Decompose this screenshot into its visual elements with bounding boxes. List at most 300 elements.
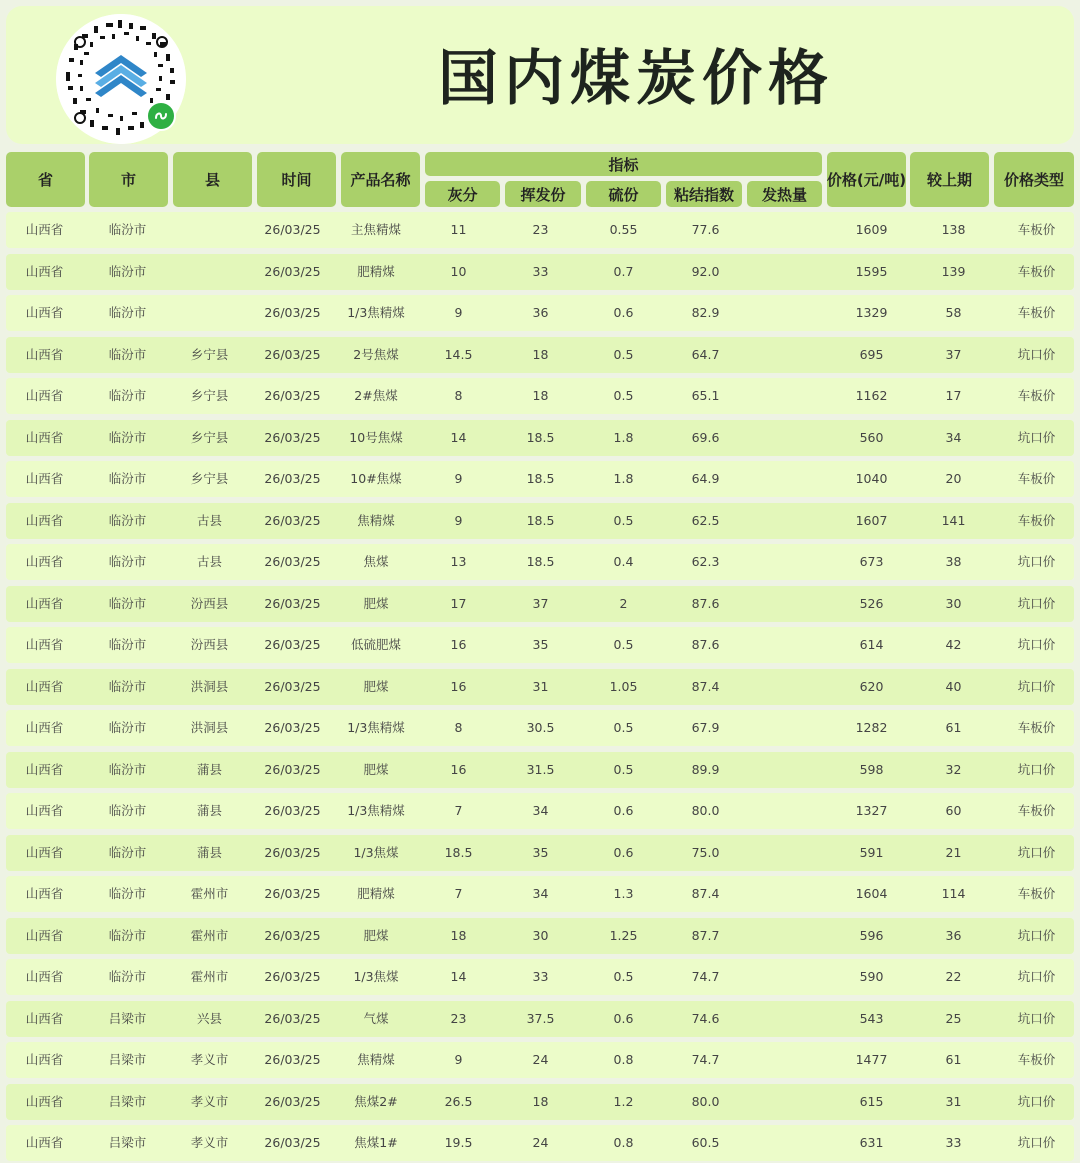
table-row <box>6 627 1074 663</box>
cell-product: 肥煤 <box>363 927 389 943</box>
cell-caking-index: 60.5 <box>691 1135 720 1150</box>
cell-change: 138 <box>941 222 966 237</box>
cell-change: 141 <box>941 512 966 528</box>
cell-date: 26/03/25 <box>264 512 321 528</box>
table-row <box>6 710 1074 746</box>
cell-change: 20 <box>945 471 962 486</box>
cell-caking-index: 80.0 <box>691 803 720 818</box>
table-row <box>6 876 1074 912</box>
cell-calorific-value <box>750 295 827 331</box>
cell-city: 临汾市 <box>108 471 147 486</box>
table-row <box>6 1125 1074 1161</box>
cell-product: 1/3焦煤 <box>353 844 399 860</box>
cell-caking-index: 62.3 <box>691 554 720 569</box>
cell-date: 26/03/25 <box>264 637 321 652</box>
cell-calorific-value <box>750 959 827 995</box>
cell-calorific-value <box>750 669 827 705</box>
cell-county: 霍州市 <box>190 969 229 984</box>
cell-date: 26/03/25 <box>264 346 321 362</box>
cell-price-type: 车板价 <box>1017 388 1056 403</box>
cell-caking-index: 89.9 <box>691 761 720 777</box>
header-price: 价格(元/吨) <box>827 152 906 207</box>
table-row <box>6 503 1074 539</box>
cell-caking-index: 77.6 <box>691 222 720 237</box>
header-province: 省 <box>6 152 85 207</box>
cell-sulfur: 0.5 <box>613 761 634 777</box>
cell-county: 蒲县 <box>196 844 222 860</box>
cell-date: 26/03/25 <box>264 1010 321 1026</box>
cell-volatile: 30.5 <box>526 720 555 735</box>
cell-ash: 18.5 <box>444 844 473 860</box>
cell-price: 1282 <box>855 720 888 735</box>
header-city: 市 <box>89 152 168 207</box>
cell-province: 山西省 <box>25 263 64 279</box>
cell-sulfur: 1.05 <box>609 678 638 694</box>
cell-date: 26/03/25 <box>264 471 321 486</box>
cell-volatile: 37 <box>532 595 549 611</box>
header-ash: 灰分 <box>425 181 500 207</box>
cell-province: 山西省 <box>25 886 64 901</box>
cell-product: 1/3焦精煤 <box>347 305 405 320</box>
cell-volatile: 33 <box>532 969 549 984</box>
cell-county: 洪洞县 <box>190 678 229 694</box>
cell-volatile: 31.5 <box>526 761 555 777</box>
cell-ash: 18 <box>450 927 467 943</box>
cell-province: 山西省 <box>25 595 64 611</box>
cell-sulfur: 1.8 <box>613 429 634 445</box>
cell-calorific-value <box>750 503 827 539</box>
cell-product: 肥精煤 <box>357 886 395 901</box>
cell-sulfur: 0.5 <box>613 346 634 362</box>
table-row <box>6 586 1074 622</box>
cell-calorific-value <box>750 212 827 248</box>
cell-ash: 23 <box>450 1010 467 1026</box>
cell-city: 吕梁市 <box>108 1010 147 1026</box>
cell-sulfur: 1.25 <box>609 927 638 943</box>
cell-change: 61 <box>945 1052 962 1067</box>
cell-city: 临汾市 <box>108 305 147 320</box>
cell-calorific-value <box>750 461 827 497</box>
cell-caking-index: 67.9 <box>691 720 720 735</box>
cell-county: 古县 <box>196 554 222 569</box>
table-row <box>6 669 1074 705</box>
table-row <box>6 461 1074 497</box>
cell-city: 临汾市 <box>108 803 147 818</box>
cell-province: 山西省 <box>25 388 64 403</box>
cell-province: 山西省 <box>25 927 64 943</box>
cell-price-type: 车板价 <box>1017 1052 1056 1067</box>
cell-price-type: 坑口价 <box>1017 1010 1056 1026</box>
cell-volatile: 18.5 <box>526 471 555 486</box>
cell-calorific-value <box>750 254 827 290</box>
cell-sulfur: 0.5 <box>613 969 634 984</box>
cell-county: 汾西县 <box>190 637 229 652</box>
header-indicator-group: 指标 <box>425 152 822 176</box>
cell-county: 霍州市 <box>190 886 229 901</box>
cell-product: 气煤 <box>363 1010 389 1026</box>
table-row <box>6 1084 1074 1120</box>
cell-ash: 14 <box>450 429 467 445</box>
cell-change: 17 <box>945 388 962 403</box>
cell-product: 1/3焦精煤 <box>347 803 405 818</box>
cell-county: 乡宁县 <box>190 388 229 403</box>
header-sulfur: 硫份 <box>586 181 661 207</box>
cell-price: 560 <box>859 429 884 445</box>
cell-ash: 10 <box>450 263 467 279</box>
cell-price: 620 <box>859 678 884 694</box>
cell-change: 30 <box>945 595 962 611</box>
cell-caking-index: 87.4 <box>691 678 720 694</box>
cell-calorific-value <box>750 1042 827 1078</box>
cell-volatile: 23 <box>532 222 549 237</box>
cell-calorific-value <box>750 544 827 580</box>
cell-county: 孝义市 <box>190 1135 229 1150</box>
cell-county <box>171 254 248 290</box>
cell-calorific-value <box>750 1001 827 1037</box>
cell-product: 焦煤1# <box>354 1135 398 1150</box>
cell-price: 1604 <box>855 886 888 901</box>
cell-sulfur: 0.6 <box>613 1010 634 1026</box>
cell-price: 695 <box>859 346 884 362</box>
cell-sulfur: 0.8 <box>613 1052 634 1067</box>
cell-county: 汾西县 <box>190 595 229 611</box>
cell-price: 591 <box>859 844 884 860</box>
cell-change: 114 <box>941 886 966 901</box>
cell-volatile: 35 <box>532 637 549 652</box>
cell-city: 临汾市 <box>108 429 147 445</box>
cell-province: 山西省 <box>25 1135 64 1150</box>
cell-date: 26/03/25 <box>264 969 321 984</box>
cell-change: 139 <box>941 263 966 279</box>
cell-volatile: 24 <box>532 1135 549 1150</box>
cell-caking-index: 64.9 <box>691 471 720 486</box>
cell-volatile: 33 <box>532 263 549 279</box>
cell-city: 临汾市 <box>108 637 147 652</box>
cell-county: 蒲县 <box>196 803 222 818</box>
cell-ash: 8 <box>454 388 463 403</box>
cell-calorific-value <box>750 710 827 746</box>
cell-price-type: 坑口价 <box>1017 595 1056 611</box>
cell-product: 低硫肥煤 <box>350 637 401 652</box>
cell-date: 26/03/25 <box>264 554 321 569</box>
table-row <box>6 544 1074 580</box>
cell-city: 临汾市 <box>108 720 147 735</box>
cell-date: 26/03/25 <box>264 1135 321 1150</box>
cell-price-type: 车板价 <box>1017 263 1056 279</box>
header-county: 县 <box>173 152 252 207</box>
cell-city: 临汾市 <box>108 927 147 943</box>
cell-ash: 14 <box>450 969 467 984</box>
header-price-type: 价格类型 <box>994 152 1074 207</box>
cell-province: 山西省 <box>25 678 64 694</box>
cell-city: 临汾市 <box>108 678 147 694</box>
cell-ash: 9 <box>454 512 463 528</box>
cell-caking-index: 87.4 <box>691 886 720 901</box>
cell-caking-index: 87.6 <box>691 637 720 652</box>
cell-county: 乡宁县 <box>190 429 229 445</box>
cell-ash: 16 <box>450 678 467 694</box>
cell-county: 洪洞县 <box>190 720 229 735</box>
cell-product: 焦煤2# <box>354 1093 398 1109</box>
cell-caking-index: 92.0 <box>691 263 720 279</box>
cell-ash: 8 <box>454 720 463 735</box>
cell-price-type: 坑口价 <box>1017 1093 1056 1109</box>
cell-price-type: 坑口价 <box>1017 554 1056 569</box>
cell-sulfur: 0.6 <box>613 844 634 860</box>
cell-change: 61 <box>945 720 962 735</box>
cell-calorific-value <box>750 627 827 663</box>
cell-calorific-value <box>750 793 827 829</box>
cell-volatile: 18 <box>532 1093 549 1109</box>
cell-price-type: 坑口价 <box>1017 761 1056 777</box>
cell-price-type: 坑口价 <box>1017 969 1056 984</box>
cell-province: 山西省 <box>25 1093 64 1109</box>
cell-city: 临汾市 <box>108 886 147 901</box>
miniprogram-badge-icon <box>146 101 176 131</box>
cell-ash: 17 <box>450 595 467 611</box>
cell-county: 蒲县 <box>196 761 222 777</box>
cell-change: 42 <box>945 637 962 652</box>
cell-date: 26/03/25 <box>264 1093 321 1109</box>
title-banner <box>6 6 1074 144</box>
cell-county: 孝义市 <box>190 1093 229 1109</box>
cell-province: 山西省 <box>25 637 64 652</box>
cell-caking-index: 80.0 <box>691 1093 720 1109</box>
cell-county: 孝义市 <box>190 1052 229 1067</box>
cell-product: 2号焦煤 <box>353 346 399 362</box>
cell-date: 26/03/25 <box>264 803 321 818</box>
cell-price-type: 车板价 <box>1017 886 1056 901</box>
cell-date: 26/03/25 <box>264 678 321 694</box>
cell-date: 26/03/25 <box>264 263 321 279</box>
cell-volatile: 18.5 <box>526 554 555 569</box>
cell-price-type: 车板价 <box>1017 720 1056 735</box>
cell-caking-index: 62.5 <box>691 512 720 528</box>
cell-product: 2#焦煤 <box>354 388 398 403</box>
cell-ash: 16 <box>450 637 467 652</box>
cell-date: 26/03/25 <box>264 222 321 237</box>
cell-change: 34 <box>945 429 962 445</box>
cell-price: 1327 <box>855 803 888 818</box>
cell-volatile: 35 <box>532 844 549 860</box>
cell-city: 临汾市 <box>108 969 147 984</box>
cell-change: 32 <box>945 761 962 777</box>
cell-county: 乡宁县 <box>190 471 229 486</box>
cell-product: 焦精煤 <box>357 1052 395 1067</box>
cell-date: 26/03/25 <box>264 429 321 445</box>
cell-city: 临汾市 <box>108 388 147 403</box>
table-row <box>6 793 1074 829</box>
page-title: 国内煤炭价格 <box>438 44 834 114</box>
cell-change: 58 <box>945 305 962 320</box>
cell-price: 526 <box>859 595 884 611</box>
cell-city: 临汾市 <box>108 222 147 237</box>
cell-price-type: 车板价 <box>1017 222 1056 237</box>
header-date: 时间 <box>257 152 336 207</box>
cell-ash: 19.5 <box>444 1135 473 1150</box>
cell-price: 590 <box>859 969 884 984</box>
cell-product: 肥精煤 <box>357 263 395 279</box>
cell-product: 焦精煤 <box>357 512 395 528</box>
table-row <box>6 337 1074 373</box>
cell-price-type: 坑口价 <box>1017 637 1056 652</box>
table-row <box>6 420 1074 456</box>
cell-province: 山西省 <box>25 471 64 486</box>
cell-province: 山西省 <box>25 761 64 777</box>
cell-province: 山西省 <box>25 512 64 528</box>
cell-sulfur: 2 <box>619 595 628 611</box>
cell-sulfur: 0.6 <box>613 803 634 818</box>
cell-sulfur: 0.55 <box>609 222 638 237</box>
cell-date: 26/03/25 <box>264 761 321 777</box>
cell-volatile: 34 <box>532 803 549 818</box>
cell-city: 吕梁市 <box>108 1135 147 1150</box>
cell-calorific-value <box>750 378 827 414</box>
cell-date: 26/03/25 <box>264 844 321 860</box>
cell-price: 1477 <box>855 1052 888 1067</box>
cell-change: 31 <box>945 1093 962 1109</box>
cell-city: 吕梁市 <box>108 1052 147 1067</box>
table-row <box>6 752 1074 788</box>
cell-price: 1609 <box>855 222 888 237</box>
cell-province: 山西省 <box>25 429 64 445</box>
cell-price-type: 车板价 <box>1017 471 1056 486</box>
cell-price: 631 <box>859 1135 884 1150</box>
cell-sulfur: 0.5 <box>613 388 634 403</box>
cell-city: 临汾市 <box>108 844 147 860</box>
cell-change: 60 <box>945 803 962 818</box>
cell-volatile: 18 <box>532 388 549 403</box>
cell-calorific-value <box>750 586 827 622</box>
cell-price: 1595 <box>855 263 888 279</box>
cell-caking-index: 74.7 <box>691 969 720 984</box>
cell-ash: 9 <box>454 471 463 486</box>
cell-county: 兴县 <box>196 1010 222 1026</box>
cell-ash: 26.5 <box>444 1093 473 1109</box>
cell-product: 10号焦煤 <box>349 429 403 445</box>
cell-change: 36 <box>945 927 962 943</box>
cell-price: 598 <box>859 761 884 777</box>
table-row <box>6 918 1074 954</box>
cell-city: 临汾市 <box>108 761 147 777</box>
cell-city: 吕梁市 <box>108 1093 147 1109</box>
cell-date: 26/03/25 <box>264 388 321 403</box>
cell-province: 山西省 <box>25 969 64 984</box>
cell-caking-index: 87.7 <box>691 927 720 943</box>
cell-province: 山西省 <box>25 1010 64 1026</box>
cell-province: 山西省 <box>25 844 64 860</box>
cell-product: 10#焦煤 <box>350 471 402 486</box>
cell-volatile: 18 <box>532 346 549 362</box>
cell-price: 543 <box>859 1010 884 1026</box>
cell-volatile: 31 <box>532 678 549 694</box>
table-row <box>6 378 1074 414</box>
cell-product: 1/3焦煤 <box>353 969 399 984</box>
cell-price: 596 <box>859 927 884 943</box>
cell-calorific-value <box>750 1084 827 1120</box>
cell-price: 1040 <box>855 471 888 486</box>
cell-change: 37 <box>945 346 962 362</box>
header-product: 产品名称 <box>341 152 420 207</box>
cell-volatile: 30 <box>532 927 549 943</box>
cell-ash: 9 <box>454 305 463 320</box>
cell-sulfur: 1.3 <box>613 886 634 901</box>
cell-product: 主焦精煤 <box>350 222 401 237</box>
cell-calorific-value <box>750 876 827 912</box>
cell-province: 山西省 <box>25 720 64 735</box>
header-change: 较上期 <box>910 152 989 207</box>
cell-city: 临汾市 <box>108 554 147 569</box>
cell-caking-index: 75.0 <box>691 844 720 860</box>
cell-product: 焦煤 <box>363 554 389 569</box>
cell-change: 38 <box>945 554 962 569</box>
cell-sulfur: 0.5 <box>613 637 634 652</box>
cell-ash: 7 <box>454 886 463 901</box>
cell-price: 1607 <box>855 512 888 528</box>
cell-calorific-value <box>750 835 827 871</box>
cell-ash: 11 <box>450 222 467 237</box>
cell-ash: 7 <box>454 803 463 818</box>
cell-caking-index: 82.9 <box>691 305 720 320</box>
cell-date: 26/03/25 <box>264 720 321 735</box>
cell-price: 673 <box>859 554 884 569</box>
cell-ash: 14.5 <box>444 346 473 362</box>
cell-calorific-value <box>750 420 827 456</box>
table-row <box>6 959 1074 995</box>
table-row <box>6 212 1074 248</box>
cell-sulfur: 0.5 <box>613 512 634 528</box>
cell-price: 1162 <box>855 388 888 403</box>
cell-county: 乡宁县 <box>190 346 229 362</box>
cell-calorific-value <box>750 918 827 954</box>
cell-change: 22 <box>945 969 962 984</box>
cell-volatile: 37.5 <box>526 1010 555 1026</box>
cell-caking-index: 64.7 <box>691 346 720 362</box>
cell-price: 614 <box>859 637 884 652</box>
cell-sulfur: 0.6 <box>613 305 634 320</box>
cell-sulfur: 0.7 <box>613 263 634 279</box>
cell-date: 26/03/25 <box>264 927 321 943</box>
cell-ash: 13 <box>450 554 467 569</box>
table-row <box>6 835 1074 871</box>
table-row <box>6 295 1074 331</box>
cell-price: 1329 <box>855 305 888 320</box>
cell-price-type: 坑口价 <box>1017 927 1056 943</box>
cell-price: 615 <box>859 1093 884 1109</box>
cell-caking-index: 74.7 <box>691 1052 720 1067</box>
cell-province: 山西省 <box>25 554 64 569</box>
cell-city: 临汾市 <box>108 263 147 279</box>
cell-product: 肥煤 <box>363 595 389 611</box>
cell-product: 肥煤 <box>363 678 389 694</box>
cell-price-type: 车板价 <box>1017 803 1056 818</box>
cell-price-type: 车板价 <box>1017 305 1056 320</box>
cell-price-type: 坑口价 <box>1017 429 1056 445</box>
cell-change: 40 <box>945 678 962 694</box>
cell-city: 临汾市 <box>108 595 147 611</box>
cell-date: 26/03/25 <box>264 886 321 901</box>
cell-province: 山西省 <box>25 803 64 818</box>
cell-county: 霍州市 <box>190 927 229 943</box>
cell-calorific-value <box>750 337 827 373</box>
cell-price-type: 坑口价 <box>1017 346 1056 362</box>
header-calorific-value: 发热量 <box>747 181 822 207</box>
cell-product: 肥煤 <box>363 761 389 777</box>
cell-sulfur: 1.8 <box>613 471 634 486</box>
cell-sulfur: 0.8 <box>613 1135 634 1150</box>
cell-caking-index: 69.6 <box>691 429 720 445</box>
cell-price-type: 坑口价 <box>1017 678 1056 694</box>
